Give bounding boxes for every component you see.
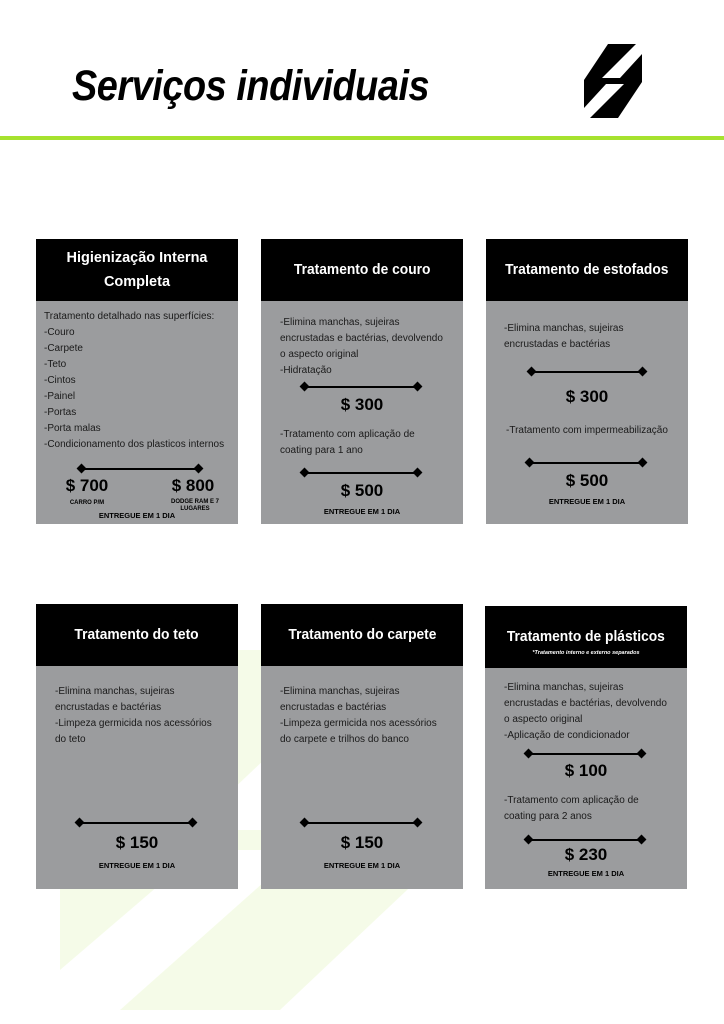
service-card-couro — [261, 239, 463, 524]
price-option-2: $ 500 — [565, 471, 609, 490]
brand-logo-icon — [580, 42, 646, 120]
description-line: -Elimina manchas, sujeiras — [280, 317, 400, 328]
description-line: -Tratamento com aplicação de — [280, 429, 415, 440]
price: $ 150 — [115, 833, 159, 852]
description-line: encrustadas e bactérias, devolvendo — [280, 333, 443, 344]
price-divider — [79, 822, 193, 824]
service-description — [55, 684, 247, 748]
service-card-carpete — [261, 604, 463, 889]
card-title: Higienização Interna Completa — [66, 250, 208, 290]
price-car: $ 700 — [65, 476, 109, 495]
service-card-teto — [36, 604, 238, 889]
description-line: -Elimina manchas, sujeiras — [280, 686, 400, 697]
price-divider — [529, 462, 643, 464]
price-divider — [531, 371, 643, 373]
description-line: o aspecto original — [504, 714, 583, 725]
card-header — [261, 604, 463, 666]
description-line: do carpete e trilhos do banco — [280, 734, 409, 745]
price-divider — [304, 822, 418, 824]
description-line: coating para 2 anos — [504, 811, 592, 822]
price: $ 150 — [340, 833, 384, 852]
description-line: -Couro — [44, 327, 75, 338]
price-option-2: $ 500 — [340, 481, 384, 500]
service-description — [504, 793, 696, 825]
description-line: -Condicionamento dos plasticos internos — [44, 439, 225, 450]
card-header — [261, 239, 463, 301]
price-option-1: $ 300 — [340, 395, 384, 414]
price-large-vehicle: $ 800 — [171, 476, 215, 495]
description-line: -Painel — [44, 391, 76, 402]
description-line: encrustadas e bactérias — [55, 702, 162, 713]
service-card-higienizacao — [36, 239, 238, 524]
card-title: Tratamento do carpete — [287, 626, 437, 643]
description-line: coating para 1 ano — [280, 445, 363, 456]
description-line: -Teto — [44, 359, 67, 370]
description-line: o aspecto original — [280, 349, 359, 360]
header-divider — [0, 136, 724, 140]
description-line: -Cintos — [44, 375, 76, 386]
description-line: -Tratamento com impermeabilização — [506, 425, 668, 436]
service-description — [504, 321, 696, 353]
description-line: encrustadas e bactérias, devolvendo — [504, 698, 667, 709]
description-line: -Limpeza germicida nos acessórios — [280, 718, 437, 729]
description-line: encrustadas e bactérias — [504, 339, 611, 350]
service-description — [506, 423, 698, 439]
price-divider — [81, 468, 199, 470]
card-title: Tratamento de estofados — [505, 261, 669, 278]
delivery-time: ENTREGUE EM 1 DIA — [98, 861, 176, 870]
card-header — [486, 239, 688, 301]
card-note: *Tratamento interno e externo separados — [532, 649, 640, 656]
price-option-2: $ 230 — [564, 845, 608, 864]
description-line: -Elimina manchas, sujeiras — [504, 682, 624, 693]
price-option-1: $ 100 — [564, 761, 608, 780]
description-line: -Aplicação de condicionador — [504, 730, 630, 741]
price-divider — [528, 839, 642, 841]
card-title: Tratamento do teto — [74, 626, 200, 643]
delivery-time: ENTREGUE EM 1 DIA — [323, 861, 401, 870]
service-description — [280, 427, 472, 459]
description-line: Tratamento detalhado nas superfícies: — [44, 311, 215, 322]
price-option-1: $ 300 — [565, 387, 609, 406]
price-divider — [304, 386, 418, 388]
service-description — [504, 680, 696, 744]
delivery-time: ENTREGUE EM 1 DIA — [548, 497, 626, 506]
service-description — [280, 684, 472, 748]
description-line: encrustadas e bactérias — [280, 702, 387, 713]
price-divider — [304, 472, 418, 474]
description-line: -Elimina manchas, sujeiras — [55, 686, 175, 697]
price-label-large-vehicle: DODGE RAM E 7 LUGARES — [170, 499, 219, 512]
card-header — [36, 239, 238, 301]
description-line: -Carpete — [44, 343, 83, 354]
description-line: -Portas — [44, 407, 77, 418]
description-line: -Porta malas — [44, 423, 101, 434]
service-card-plasticos — [485, 606, 687, 889]
card-title: Tratamento de plásticos — [507, 627, 665, 645]
description-line: -Limpeza germicida nos acessórios — [55, 718, 212, 729]
card-title: Tratamento de couro — [293, 261, 431, 278]
card-header — [36, 604, 238, 666]
delivery-time: ENTREGUE EM 1 DIA — [323, 507, 401, 516]
service-description — [280, 315, 472, 379]
service-card-estofados — [486, 239, 688, 524]
service-description — [44, 309, 236, 453]
delivery-time: ENTREGUE EM 1 DIA — [98, 511, 176, 520]
description-line: -Hidratação — [280, 365, 332, 376]
price-divider — [528, 753, 642, 755]
description-line: -Elimina manchas, sujeiras — [504, 323, 624, 334]
price-label-car: CARRO P/M — [69, 500, 105, 506]
delivery-time: ENTREGUE EM 1 DIA — [547, 869, 625, 878]
page-title: Serviços individuais — [72, 62, 430, 110]
description-line: do teto — [55, 734, 86, 745]
card-header — [485, 606, 687, 668]
description-line: -Tratamento com aplicação de — [504, 795, 639, 806]
